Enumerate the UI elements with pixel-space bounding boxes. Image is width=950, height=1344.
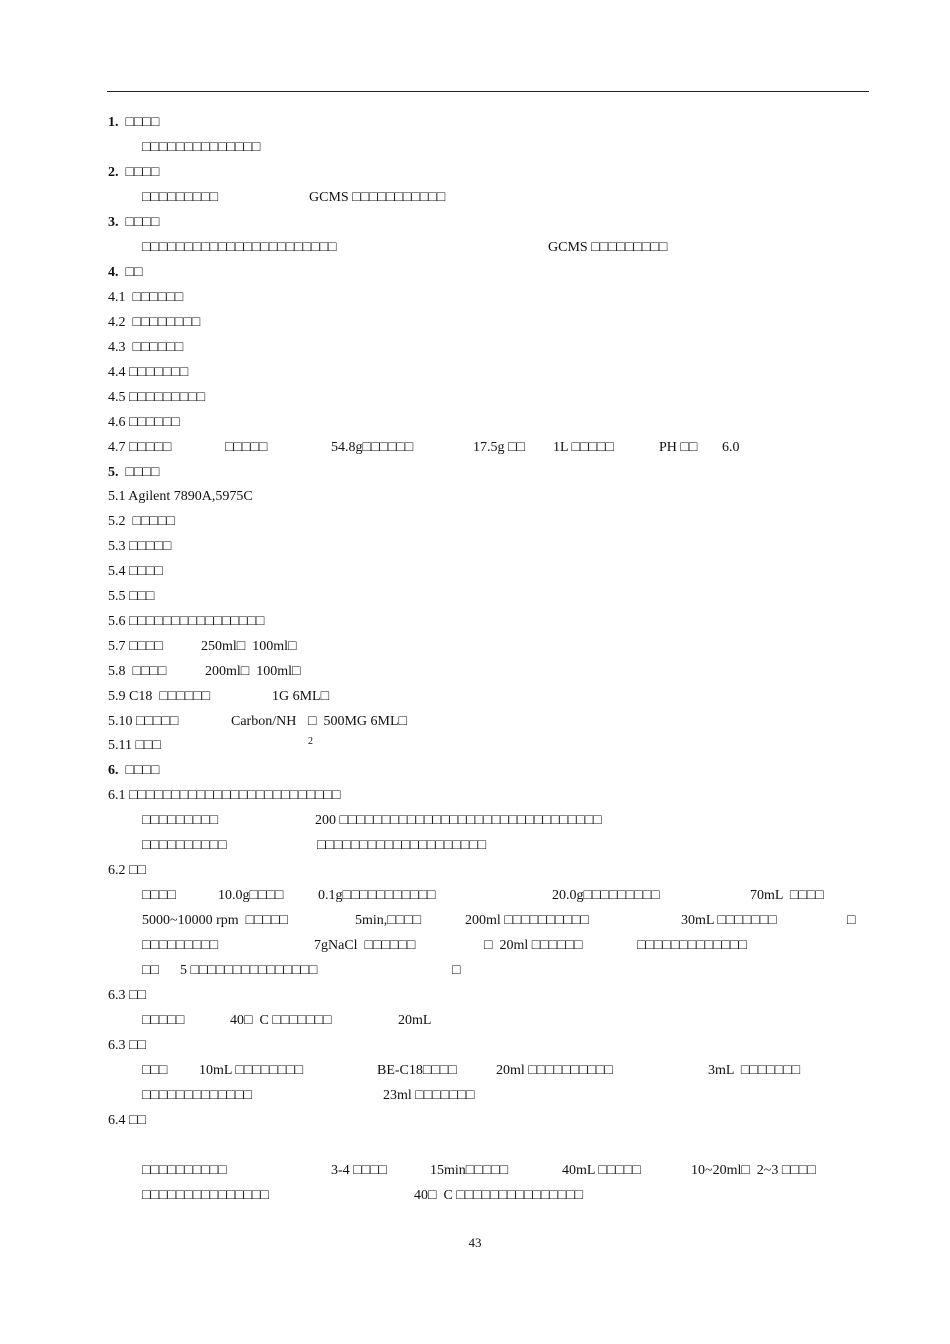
text-line: 0.1g□□□□□□□□□□□ <box>318 888 436 903</box>
text-line: 6. □□□□ <box>108 763 160 778</box>
text-line: □□□□□□□□□□□□□□ <box>142 140 261 155</box>
text-line: 10~20ml□ 2~3 □□□□ <box>691 1163 816 1178</box>
text-line: 10.0g□□□□ <box>218 888 284 903</box>
text-line: GCMS □□□□□□□□□ <box>548 240 668 255</box>
text-line: 5. □□□□ <box>108 465 160 480</box>
text-line: BE-C18□□□□ <box>377 1063 457 1078</box>
text-line: PH □□ <box>659 440 698 455</box>
text-line: □□□□□□□□□□□□□□□□□□□□ <box>317 838 487 853</box>
text-line: 5.2 □□□□□ <box>108 514 175 529</box>
text-line: 10mL □□□□□□□□ <box>199 1063 304 1078</box>
text-line: □□□□□ <box>142 1013 185 1028</box>
text-line: 30mL □□□□□□□ <box>681 913 777 928</box>
text-line: □□□□□□□□□ <box>142 190 219 205</box>
text-line: 5.5 □□□ <box>108 589 155 604</box>
text-line: □ <box>452 963 461 978</box>
text-line: □ 500MG 6ML□ <box>308 714 407 729</box>
text-line: □ <box>847 913 856 928</box>
text-line: 5.11 □□□ <box>108 738 161 753</box>
text-line: □□□□□□□□□□□□□□□□□□□□□□□ <box>142 240 337 255</box>
text-line: □□□□□□□□□□ <box>142 1163 227 1178</box>
text-line: 5.10 □□□□□ <box>108 714 179 729</box>
text-line: 5000~10000 rpm □□□□□ <box>142 913 288 928</box>
text-line: 5.6 □□□□□□□□□□□□□□□□ <box>108 614 265 629</box>
text-line: 4.1 □□□□□□ <box>108 290 184 305</box>
text-line: 70mL □□□□ <box>750 888 824 903</box>
text-line: 1L □□□□□ <box>553 440 614 455</box>
text-line: 7gNaCl □□□□□□ <box>314 938 416 953</box>
text-line: 5.4 □□□□ <box>108 564 163 579</box>
text-line: 6.4 □□ <box>108 1113 146 1128</box>
text-line: 4.6 □□□□□□ <box>108 415 180 430</box>
text-line: 3. □□□□ <box>108 215 160 230</box>
text-line: 5.9 C18 □□□□□□ <box>108 689 211 704</box>
text-line: Carbon/NH <box>231 714 297 729</box>
text-line: 5.8 □□□□ <box>108 664 167 679</box>
text-line: 4.2 □□□□□□□□ <box>108 315 201 330</box>
text-line: 40□ C □□□□□□□ <box>230 1013 332 1028</box>
text-line: 4.4 □□□□□□□ <box>108 365 189 380</box>
text-line: 20ml □□□□□□□□□□ <box>496 1063 613 1078</box>
text-line: □□□□□□□□□ <box>142 813 219 828</box>
text-line: 3mL □□□□□□□ <box>708 1063 801 1078</box>
text-line: 54.8g□□□□□□ <box>331 440 414 455</box>
text-line: 5min,□□□□ <box>355 913 422 928</box>
text-line: 200ml □□□□□□□□□□ <box>465 913 589 928</box>
text-line: 5.7 □□□□ <box>108 639 163 654</box>
text-line: □□□□□□□□□□□□□ <box>142 1088 252 1103</box>
text-line: 17.5g □□ <box>473 440 525 455</box>
text-line: 15min□□□□□ <box>430 1163 509 1178</box>
text-line: 200ml□ 100ml□ <box>205 664 301 679</box>
text-line: 20.0g□□□□□□□□□ <box>552 888 660 903</box>
text-line: □□ <box>142 963 159 978</box>
text-line: □□□□ <box>142 888 176 903</box>
text-line: 3-4 □□□□ <box>331 1163 387 1178</box>
text-line: GCMS □□□□□□□□□□□ <box>309 190 446 205</box>
text-line: 4. □□ <box>108 265 143 280</box>
text-line: 5.3 □□□□□ <box>108 539 172 554</box>
text-line: 6.0 <box>722 440 740 455</box>
text-line: 6.2 □□ <box>108 863 146 878</box>
text-line: 5 □□□□□□□□□□□□□□□ <box>180 963 318 978</box>
header-rule <box>107 91 869 92</box>
text-line: 40mL □□□□□ <box>562 1163 641 1178</box>
text-line: 20mL <box>398 1013 432 1028</box>
text-line: 4.3 □□□□□□ <box>108 340 184 355</box>
text-line: 40□ C □□□□□□□□□□□□□□□ <box>414 1188 584 1203</box>
text-line: 2. □□□□ <box>108 165 160 180</box>
text-line: □□□□□□□□□□□□□□□ <box>142 1188 269 1203</box>
text-line: □□□□□ <box>225 440 268 455</box>
text-line: □□□□□□□□□□ <box>142 838 227 853</box>
text-line: □□□□□□□□□ <box>142 938 219 953</box>
text-line: 5.1 Agilent 7890A,5975C <box>108 489 253 504</box>
text-line: 1G 6ML□ <box>272 689 330 704</box>
text-line: 1. □□□□ <box>108 115 160 130</box>
text-line: 4.5 □□□□□□□□□ <box>108 390 206 405</box>
text-line: 250ml□ 100ml□ <box>201 639 297 654</box>
text-line: 200 □□□□□□□□□□□□□□□□□□□□□□□□□□□□□□□ <box>315 813 602 828</box>
nh2-subscript: 2 <box>308 736 313 747</box>
text-line: 6.3 □□ <box>108 988 146 1003</box>
text-line: □ 20ml □□□□□□ <box>484 938 583 953</box>
text-line: 23ml □□□□□□□ <box>383 1088 475 1103</box>
text-line: 4.7 □□□□□ <box>108 440 172 455</box>
text-line: 6.3 □□ <box>108 1038 146 1053</box>
text-line: □□□ <box>142 1063 168 1078</box>
page-number: 43 <box>468 1235 482 1250</box>
text-line: □□□□□□□□□□□□□ <box>637 938 747 953</box>
text-line: 6.1 □□□□□□□□□□□□□□□□□□□□□□□□□ <box>108 788 341 803</box>
